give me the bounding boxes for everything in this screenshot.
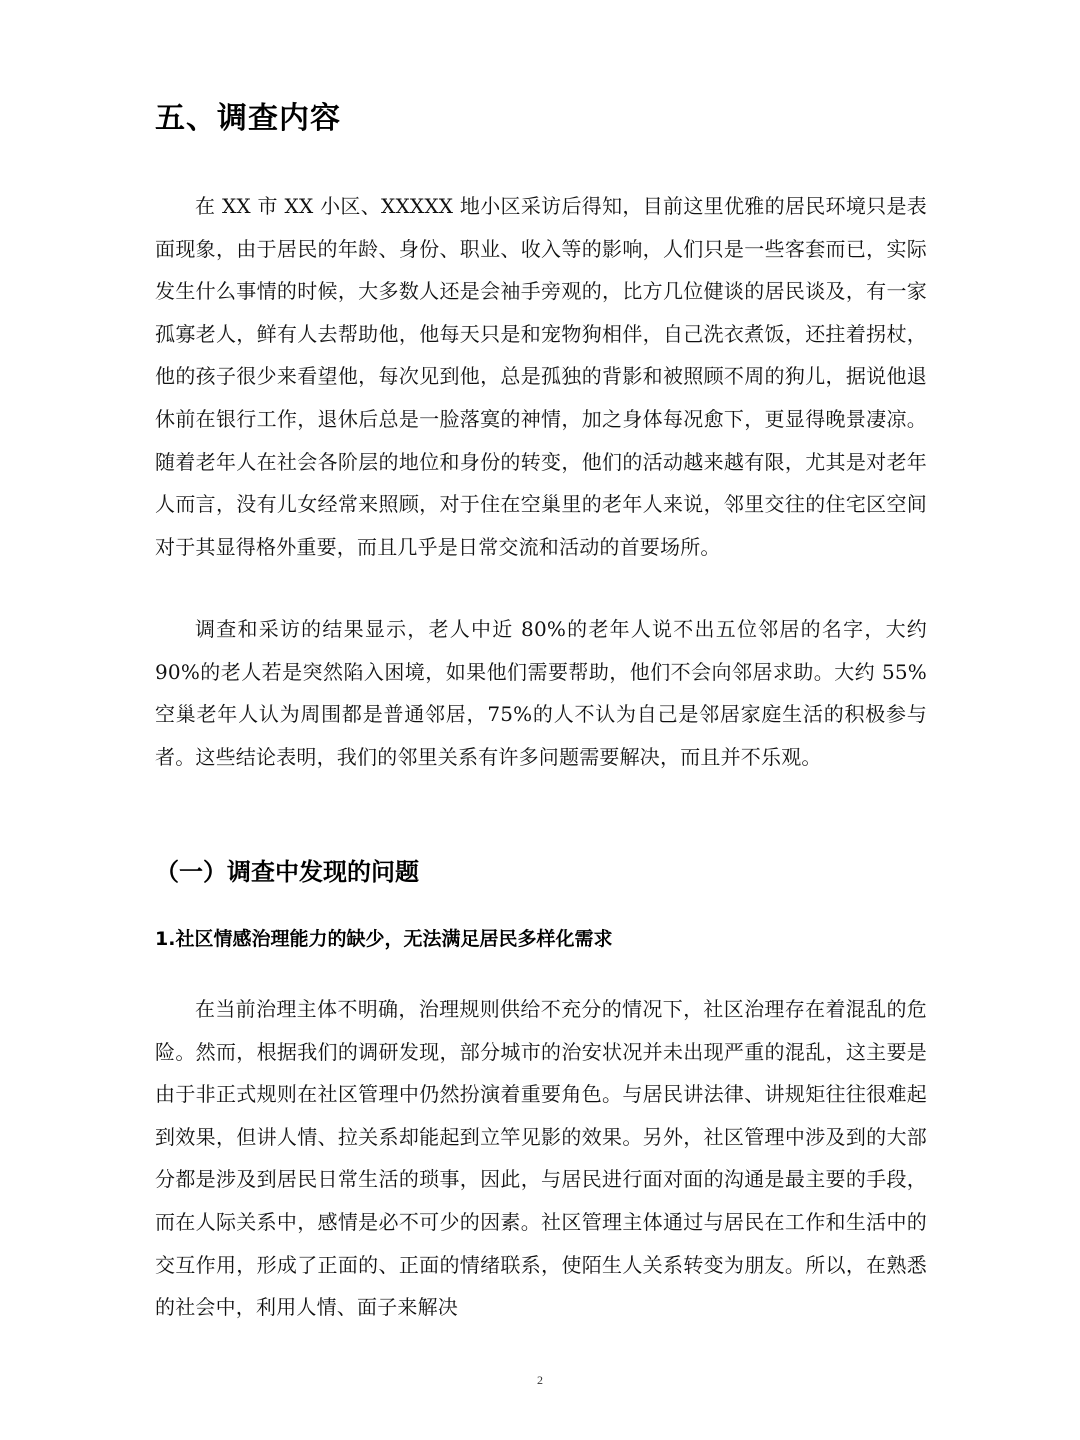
body-paragraph-3: 在当前治理主体不明确，治理规则供给不充分的情况下，社区治理存在着混乱的危险。然而，根据我们的调研发现，部分城市的治安状况并未出现严重的混乱，这主要是由于非正式规则在社区管理中仍然扮演着重要角色。与居民讲法律、讲规矩往往很难起到效果，但讲人情、拉关系却能起到立竿见影的效果。另外，社区管理中涉及到的大部分都是涉及到居民日常生活的琐事，因此，与居民进行面对面的沟通是最主要的手段，而在人际关系中，感情是必不可少的因素。社区管理主体通过与居民在工作和生活中的交互作用，形成了正面的、正面的情绪联系，使陌生人关系转变为朋友。所以，在熟悉的社会中，利用人情、面子来解决	[155, 997, 927, 1320]
section-title: 五、调查内容	[155, 101, 341, 136]
body-paragraph-2: 调查和采访的结果显示，老人中近 80%的老年人说不出五位邻居的名字，大约 90%的老人若是突然陷入困境，如果他们需要帮助，他们不会向邻居求助。大约 55%空巢老年人认为周围都是普通邻居，75%的人不认为自己是邻居家庭生活的积极参与者。这些结论表明，我们的邻里关系有许多问题需要解决，而且并不乐观。	[155, 617, 927, 769]
subsubsection-title: 1.社区情感治理能力的缺少，无法满足居民多样化需求	[155, 928, 613, 950]
body-paragraph-1: 在 XX 市 XX 小区、XXXXX 地小区采访后得知，目前这里优雅的居民环境只是表面现象，由于居民的年龄、身份、职业、收入等的影响，人们只是一些客套而已，实际发生什么事情的时候，大多数人还是会袖手旁观的，比方几位健谈的居民谈及，有一家孤寡老人，鲜有人去帮助他，他每天只是和宠物狗相伴，自己洗衣煮饭，还拄着拐杖，他的孩子很少来看望他，每次见到他，总是孤独的背影和被照顾不周的狗儿，据说他退休前在银行工作，退休后总是一脸落寞的神情，加之身体每况愈下，更显得晚景凄凉。随着老年人在社会各阶层的地位和身份的转变，他们的活动越来越有限，尤其是对老年人而言，没有儿女经常来照顾，对于住在空巢里的老年人来说，邻里交往的住宅区空间对于其显得格外重要，而且几乎是日常交流和活动的首要场所。	[155, 194, 927, 559]
page-number: 2	[537, 1373, 543, 1387]
subsection-title: （一）调查中发现的问题	[155, 858, 419, 886]
